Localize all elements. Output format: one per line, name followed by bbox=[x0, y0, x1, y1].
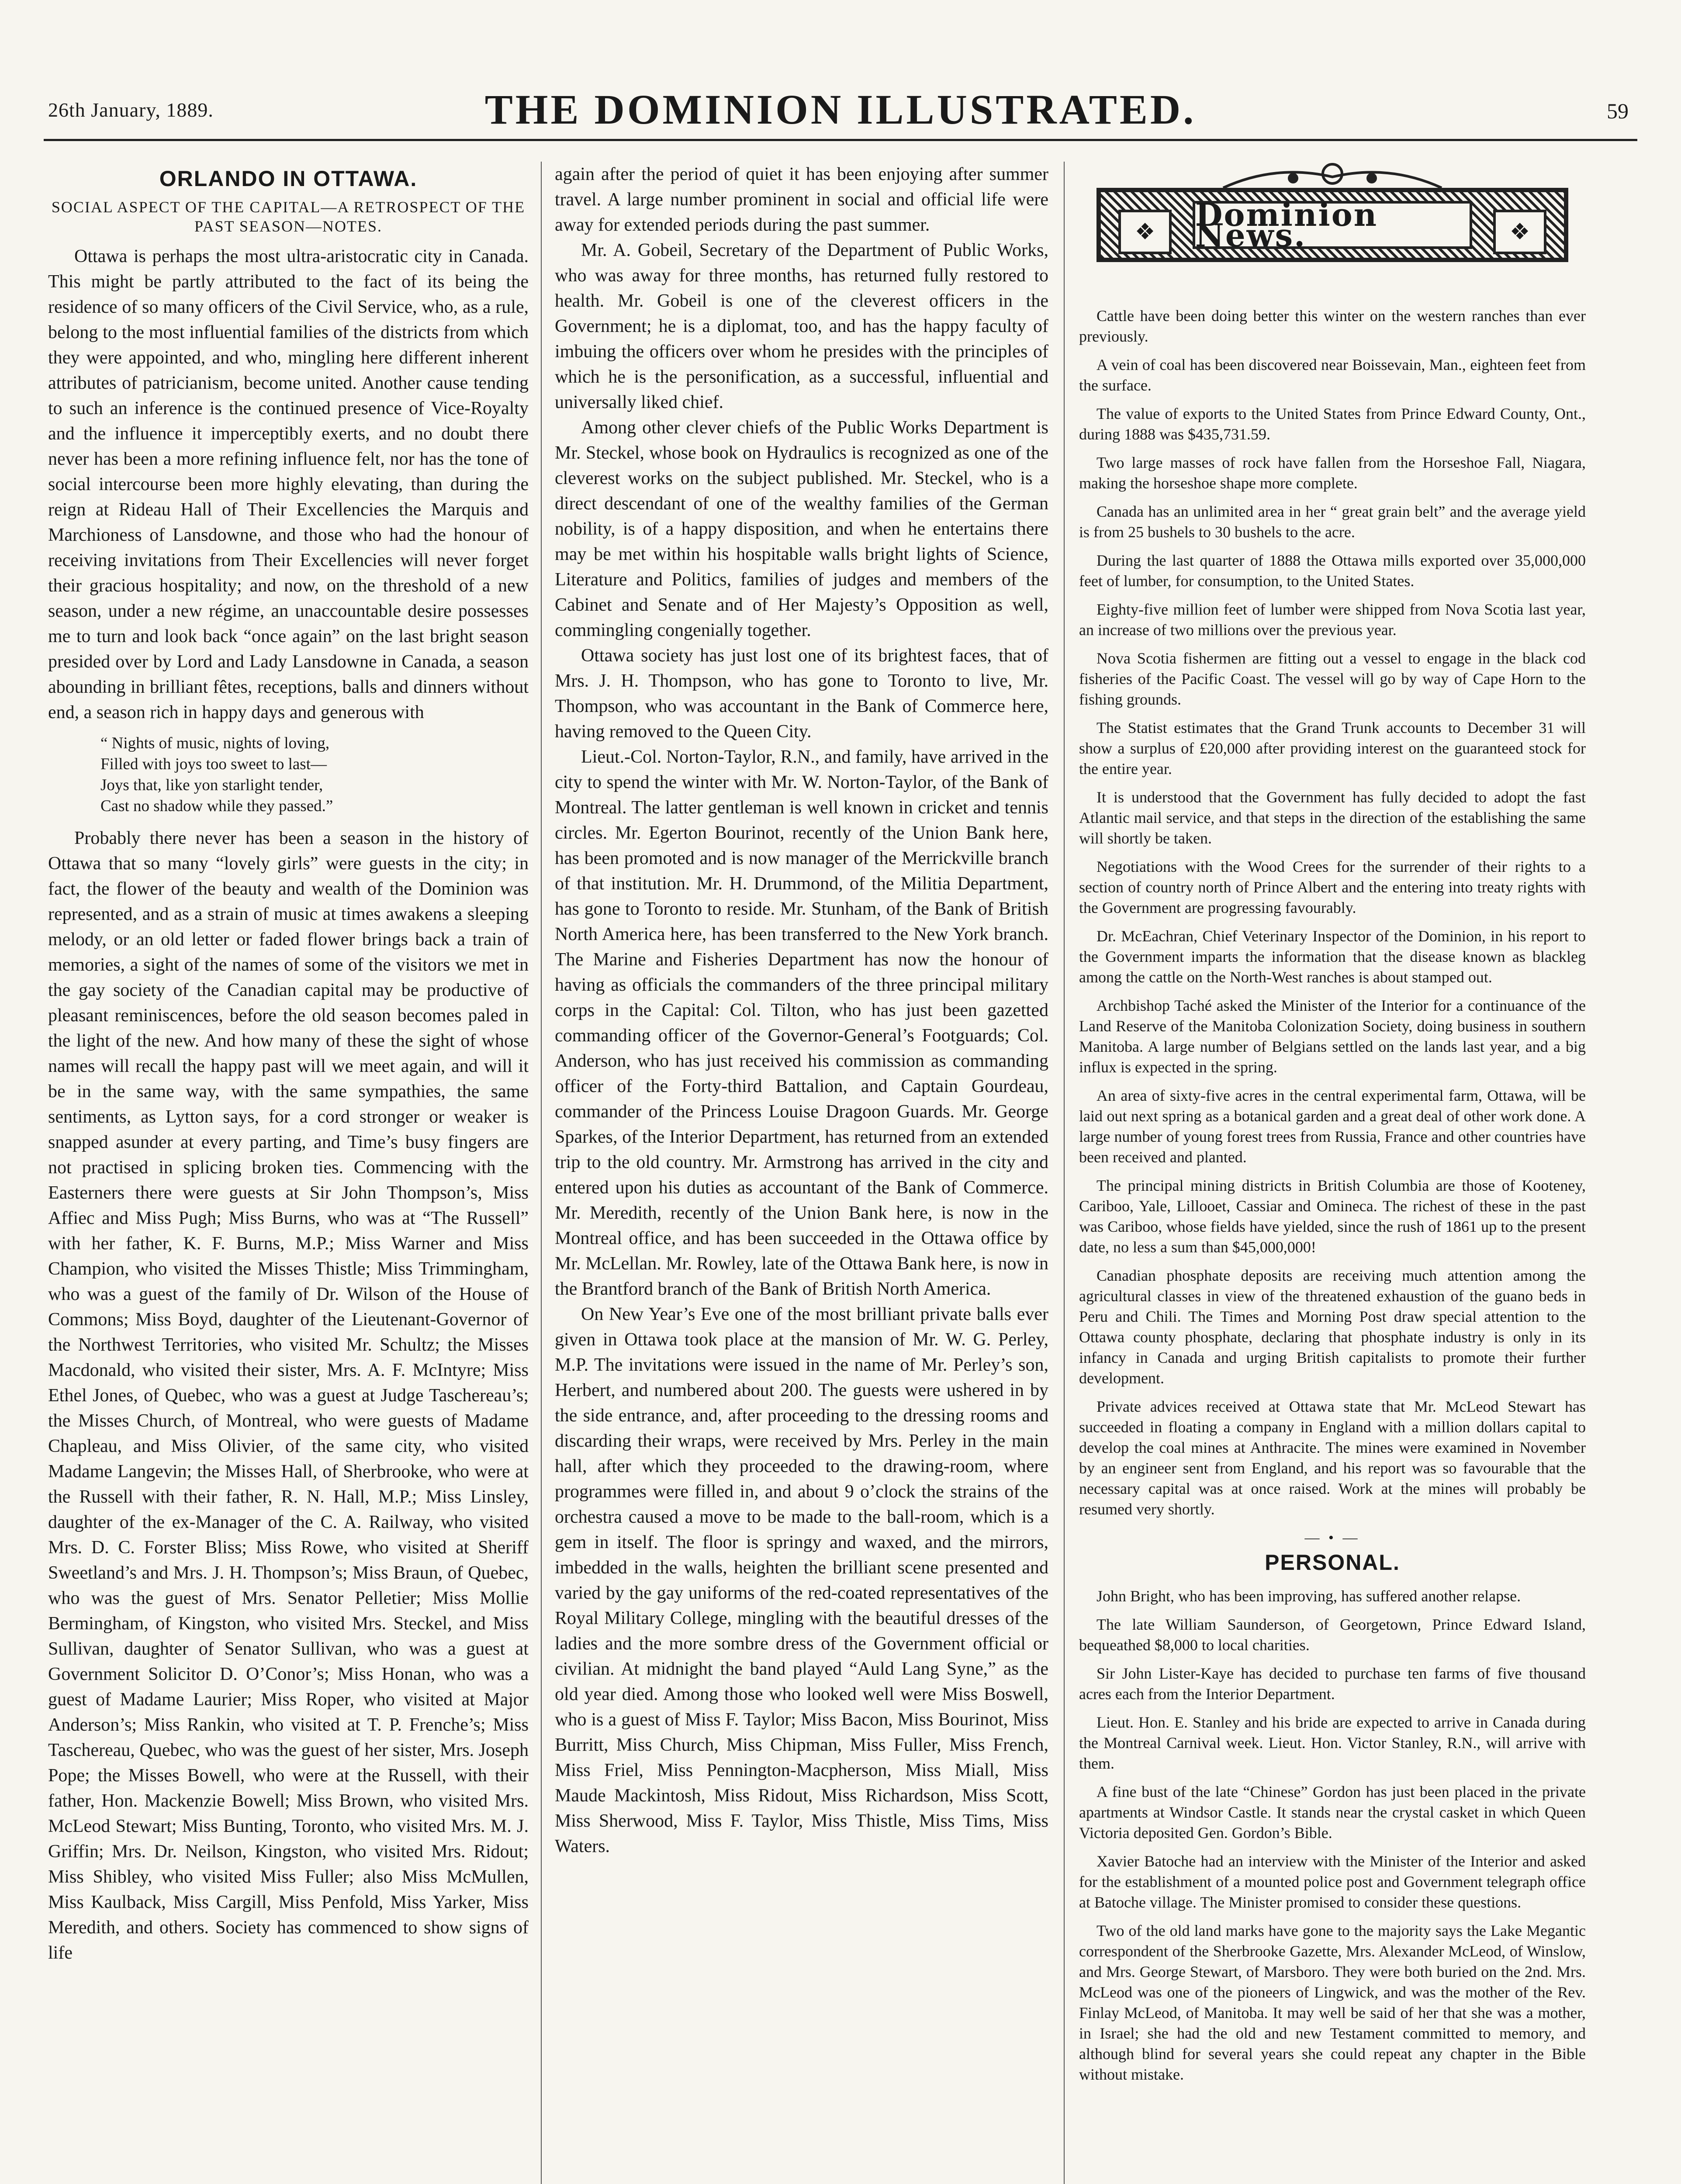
news-item: It is understood that the Government has fully decided to adopt the fast Atlantic mail service, and that steps in the direction of the establishing the same will shortly be taken. bbox=[1079, 788, 1586, 847]
article-paragraph: Lieut.-Col. Norton-Taylor, R.N., and family, have arrived in the city to spend the winter with Mr. W. Norton-Taylor, of the Bank of Montreal. The latter gentleman is well known in cricket and tennis circles. Mr. Egerton Bourinot, recently of the Union Bank here, has been promoted and is now manager of the Merrickville branch of that institution. Mr. H. Drummond, of the Militia Department, has gone to Toronto to reside. Mr. Stunham, of the Bank of British North America here, has been transferred to the New York branch. The Marine and Fisheries Department has now the honour of having as officials the commanders of the three principal military corps in the Capital: Col. Tilton, who has just been gazetted commanding officer of the Governor-General’s Footguards; Col. Anderson, who has just received his commission as commanding officer of the Forty-third Battalion, and Captain Gourdeau, commander of the Princess Louise Dragoon Guards. Mr. George Sparkes, of the Interior Department, has returned from an extended trip to the old country. Mr. Armstrong has arrived in the city and entered upon his duties as accountant of the Bank of Commerce. Mr. Meredith, recently of the Union Bank here, is now in the Montreal office, and has been succeeded in the Ottawa office by Mr. McLellan. Mr. Rowley, late of the Ottawa Bank here, is now in the Brantford branch of the Bank of British North America. bbox=[555, 747, 1048, 1299]
banner-title: Dominion News. bbox=[1193, 201, 1472, 249]
personal-item: Lieut. Hon. E. Stanley and his bride are expected to arrive in Canada during the Montreal Carnival week. Lieut. Hon. Victor Stanley, R.N., will arrive with them. bbox=[1079, 1714, 1586, 1772]
personal-item: John Bright, who has been improving, has suffered another relapse. bbox=[1096, 1587, 1521, 1605]
column-divider bbox=[541, 162, 542, 2184]
poem-line: “ Nights of music, nights of loving, bbox=[100, 734, 330, 752]
page-number: 59 bbox=[1607, 99, 1629, 123]
news-item: Cattle have been doing better this winter on the western ranches than ever previously. bbox=[1079, 307, 1586, 345]
news-item: Archbishop Taché asked the Minister of the Interior for a continuance of the Land Reserve of the Manitoba Colonization Society, doing business in southern Manitoba. A large number of Belgians settled on the lands last year, and a big influx is expected in the spring. bbox=[1079, 997, 1586, 1076]
news-item: Eighty-five million feet of lumber were shipped from Nova Scotia last year, an increase of two millions over the previous year. bbox=[1079, 601, 1586, 639]
article-subtitle: SOCIAL ASPECT OF THE CAPITAL—A RETROSPECT OF THE PAST SEASON—NOTES. bbox=[51, 198, 526, 235]
news-item: A vein of coal has been discovered near Boissevain, Man., eighteen feet from the surface. bbox=[1079, 356, 1586, 394]
column-1 bbox=[48, 162, 529, 1966]
news-item: Private advices received at Ottawa state that Mr. McLeod Stewart has succeeded in floating a company in England with a million dollars capital to develop the coal mines at Anthracite. The mines were examined in November by an engineer sent from England, and his report was so favourable that the necessary capital was at once raised. Work at the mines will probably be resumed very shortly. bbox=[1079, 1398, 1586, 1518]
column-2 bbox=[555, 162, 1048, 1859]
article-paragraph: On New Year’s Eve one of the most brilliant private balls ever given in Ottawa took place at the mansion of Mr. W. G. Perley, M.P. The invitations were issued in the name of Mr. Perley’s son, Herbert, and numbered about 200. The guests were ushered in by the side entrance, and, after proceeding to the dressing rooms and discarding their wraps, were received by Mrs. Perley in the main hall, after which they proceeded to the drawing-room, where programmes were filled in, and about 9 o’clock the strains of the orchestra caused a move to be made to the ball-room, which is a gem in itself. The floor is springy and waxed, and the mirrors, imbedded in the walls, heighten the brilliant scene presented and varied by the gay uniforms of the red-coated representatives of the Royal Military College, mingling with the beautiful dresses of the ladies and the more sombre dress of the Government official or civilian. At midnight the band played “Auld Lang Syne,” as the old year died. Among those who looked well were Miss Boswell, who is a guest of Miss F. Taylor; Miss Bacon, Miss Bourinot, Miss Burritt, Miss Church, Miss Chipman, Miss Fuller, Miss French, Miss Friel, Miss Pennington-Macpherson, Miss Miall, Miss Maude Mackintosh, Miss Ridout, Miss Richardson, Miss Scott, Miss Sherwood, Miss F. Taylor, Miss Thistle, Miss Tims, Miss Waters. bbox=[555, 1304, 1048, 1856]
dominion-news-banner bbox=[1079, 162, 1586, 288]
poem-line: Joys that, like yon starlight tender, bbox=[100, 776, 323, 794]
personal-item: Xavier Batoche had an interview with the Minister of the Interior and asked for the establishment of a mounted police post and Government telegraph office at Batoche village. The Minister promised to consider these questions. bbox=[1079, 1852, 1586, 1911]
news-item: Canada has an unlimited area in her “ great grain belt” and the average yield is from 25 bushels to 30 bushels to the acre. bbox=[1079, 503, 1586, 541]
masthead bbox=[0, 0, 1681, 140]
poem-line: Cast no shadow while they passed.” bbox=[100, 797, 333, 815]
article-paragraph: Probably there never has been a season in the history of Ottawa that so many “lovely girls” were guests in the city; in fact, the flower of the beauty and wealth of the Dominion was represented, and as a strain of music at times awakens a sleeping melody, or an old letter or faded flower brings back a train of memories, a sight of the names of some of the visitors we met in the gay society of the Canadian capital may be productive of pleasant reminiscences, before the old season becomes paled in the light of the new. And how many of these the sight of whose names will recall the happy past will we meet again, and will it be in the same way, with the same sympathies, the same sentiments, as Lytton says, for a cord stronger or weaker is snapped asunder at every parting, and Time’s busy fingers are not practised in splicing broken ties. Commencing with the Easterners there were guests at Sir John Thompson’s, Miss Affiec and Miss Pugh; Miss Burns, who was at “The Russell” with her father, K. F. Burns, M.P.; Miss Warner and Miss Champion, who visited the Misses Thistle; Miss Trimmingham, who was a guest of the family of Dr. Wilson of the House of Commons; Miss Boyd, daughter of the Lieutenant-Governor of the Northwest Territories, who visited Mr. Schultz; the Misses Macdonald, who visited their sister, Mrs. A. F. McIntyre; Miss Ethel Jones, of Quebec, who was a guest at Judge Taschereau’s; the Misses Church, of Montreal, who were guests of Madame Chapleau, and Miss Olivier, of the same city, who visited Madame Langevin; the Misses Hall, of Sherbrooke, who were at the Russell with their father, R. N. Hall, M.P.; Miss Linsley, daughter of the ex-Manager of the C. A. Railway, who visited Mrs. D. C. Forster Bliss; Miss Rowe, who visited at Sheriff Sweetland’s and Mrs. J. H. Thompson’s; Miss Braun, of Quebec, who was the guest of Mrs. Senator Pelletier; Miss Mollie Bermingham, of Kingston, who visited Mrs. Steckel, and Miss Sullivan, daughter of Senator Sullivan, who was a guest at Government Solicitor D. O’Conor’s; Miss Honan, who was a guest of Madame Laurier; Miss Roper, who visited at Major Anderson’s; Miss Rankin, who visited at T. P. Frenche’s; Miss Taschereau, Quebec, who was the guest of her sister, Mrs. Joseph Pope; the Misses Bowell, who were at the Russell, with their father, Hon. Mackenzie Bowell; Miss Brown, who visited Mrs. McLeod Stewart; Miss Bunting, Toronto, who visited Mrs. M. J. Griffin; Mrs. Dr. Neilson, Kingston, who visited Mrs. Ridout; Miss Shibley, who visited Miss Fuller; also Miss McMullen, Miss Kaulback, Miss Cargill, Miss Penfold, Miss Yarker, Miss Meredith, and others. Society has commenced to show signs of life bbox=[48, 828, 529, 1963]
personal-title: PERSONAL. bbox=[1265, 1550, 1400, 1575]
personal-item: A fine bust of the late “Chinese” Gordon has just been placed in the private apartments at Windsor Castle. It stands near the crystal casket in which Queen Victoria deposited Gen. Gordon’s Bible. bbox=[1079, 1783, 1586, 1842]
article-paragraph: Ottawa society has just lost one of its brightest faces, that of Mrs. J. H. Thompson, who has gone to Toronto to live, Mr. Thompson, who was accountant in the Bank of Commerce here, having removed to the Queen City. bbox=[555, 646, 1048, 742]
news-item: Two large masses of rock have fallen from the Horseshoe Fall, Niagara, making the horseshoe shape more complete. bbox=[1079, 454, 1586, 492]
ornament-left-icon: ❖ bbox=[1118, 210, 1172, 254]
issue-date: 26th January, 1889. bbox=[48, 99, 214, 121]
news-item: Nova Scotia fishermen are fitting out a vessel to engage in the black cod fisheries of the Pacific Coast. The vessel will go by way of Cape Horn to the fishing grounds. bbox=[1079, 650, 1586, 708]
news-item: An area of sixty-five acres in the central experimental farm, Ottawa, will be laid out next spring as a botanical garden and a great deal of other work done. A large number of young forest trees from Russia, France and other countries have been received and planted. bbox=[1079, 1087, 1586, 1166]
article-paragraph: Among other clever chiefs of the Public Works Department is Mr. Steckel, whose book on Hydraulics is recognized as one of the cleverest works on the subject published. Mr. Steckel, who is a direct descendant of one of the wealthy families of the German nobility, is of a happy disposition, and when he entertains there may be met within his hospitable walls bright lights of Science, Literature and Politics, families of judges and members of the Cabinet and Senate and of Her Majesty’s Opposition as well, commingling congenially together. bbox=[555, 418, 1048, 640]
dominion-news-list bbox=[1079, 306, 1586, 1520]
column-divider bbox=[1064, 162, 1065, 2184]
personal-item: Two of the old land marks have gone to the majority says the Lake Megantic correspondent of the Sherbrooke Gazette, Mrs. Alexander McLeod, of Winslow, and Mrs. George Stewart, of Marsboro. They were both buried on the 2nd. Mrs. McLeod was one of the pioneers of Lingwick, and was the mother of the Rev. Finlay McLeod, of Manitoba. It may well be said of her that she was a mother, in Israel; she had the old and new Testament committed to memory, and although blind for several years she could repeat any chapter in the Bible without mistake. bbox=[1079, 1922, 1586, 2083]
poem-quote bbox=[100, 733, 529, 817]
news-item: Canadian phosphate deposits are receiving much attention among the agricultural classes in view of the threatened exhaustion of the guano beds in Peru and Chili. The Times and Morning Post draw special attention to the Ottawa county phosphate, declaring that phosphate industry is only in its infancy in Canada and urging British capitalists to promote their further development. bbox=[1079, 1267, 1586, 1387]
personal-list bbox=[1079, 1586, 1586, 2085]
news-item: The principal mining districts in British Columbia are those of Kooteney, Cariboo, Yale, Lillooet, Cassiar and Omineca. The richest of these in the past was Cariboo, whose fields have yielded, since the rush of 1861 up to the present date, no less a sum than $45,000,000! bbox=[1079, 1177, 1586, 1256]
news-item: During the last quarter of 1888 the Ottawa mills exported over 35,000,000 feet of lumber, for consumption, to the United States. bbox=[1079, 552, 1586, 590]
personal-item: The late William Saunderson, of Georgetown, Prince Edward Island, bequeathed $8,000 to local charities. bbox=[1079, 1616, 1586, 1654]
article-paragraph: again after the period of quiet it has been enjoying after summer travel. A large number prominent in social and official life were away for extended periods during the past summer. bbox=[555, 164, 1048, 235]
publication-title: THE DOMINION ILLUSTRATED. bbox=[484, 86, 1197, 133]
article-paragraph: Mr. A. Gobeil, Secretary of the Department of Public Works, who was away for three months, has returned fully restored to health. Mr. Gobeil is one of the cleverest officers in the Government; he is a diplomat, too, and has the happy faculty of imbuing the officers over whom he presides with the principles of which he is the personification, as a successful, influential and universally liked chief. bbox=[555, 240, 1048, 412]
news-item: Negotiations with the Wood Crees for the surrender of their rights to a section of country north of Prince Albert and the entering into treaty rights with the Government are progressing favourably. bbox=[1079, 858, 1586, 916]
masthead-rule bbox=[44, 139, 1637, 141]
poem-line: Filled with joys too sweet to last— bbox=[100, 755, 327, 773]
article-title: ORLANDO IN OTTAWA. bbox=[159, 166, 418, 191]
news-item: The Statist estimates that the Grand Trunk accounts to December 31 will show a surplus of £20,000 after providing interest on the guaranteed stock for the entire year. bbox=[1079, 719, 1586, 778]
personal-item: Sir John Lister-Kaye has decided to purchase ten farms of five thousand acres each from the Interior Department. bbox=[1079, 1665, 1586, 1703]
column-3 bbox=[1079, 162, 1586, 2093]
ornament-right-icon: ❖ bbox=[1493, 210, 1546, 254]
section-divider-icon: — • — bbox=[1304, 1530, 1360, 1546]
article-paragraph: Ottawa is perhaps the most ultra-aristocratic city in Canada. This might be partly attributed to the fact of its being the residence of so many officers of the Civil Service, who, as a rule, belong to the most influential families of the districts from which they were appointed, and who, mingling here different inherent attributes of patricianism, become united. Another cause tending to such an inference is the continued presence of Vice-Royalty and the influence it imperceptibly exerts, and no doubt there never has been a more refining influence felt, nor has the tone of social intercourse been more highly elevating, than during the reign at Rideau Hall of Their Excellencies the Marquis and Marchioness of Lansdowne, and those who had the honour of receiving invitations from Their Excellencies will never forget their gracious hospitality; and now, on the threshold of a new season, under a new régime, an unaccountable desire possesses me to turn and look back “once again” on the last bright season presided over by Lord and Lady Lansdowne in Canada, a season abounding in brilliant fêtes, receptions, balls and dinners without end, a season rich in happy days and generous with bbox=[48, 246, 529, 722]
news-item: The value of exports to the United States from Prince Edward County, Ont., during 1888 was $435,731.59. bbox=[1079, 405, 1586, 443]
news-item: Dr. McEachran, Chief Veterinary Inspector of the Dominion, in his report to the Government imparts the information that the disease known as blackleg among the cattle on the North-West ranches is about stamped out. bbox=[1079, 927, 1586, 986]
banner-frame bbox=[1096, 188, 1568, 262]
